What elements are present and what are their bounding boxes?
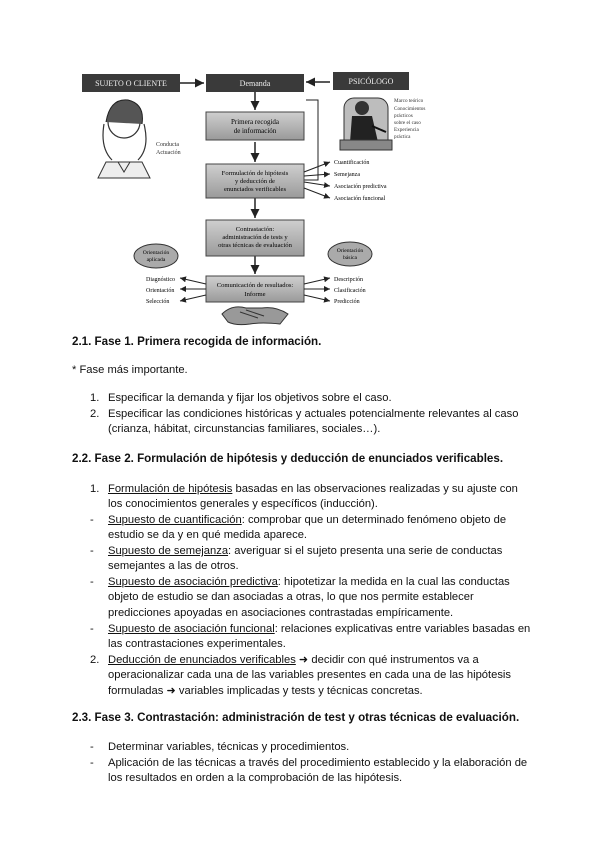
list-text: Aplicación de las técnicas a través del procedimiento establecido y la elaboración de los resultados en orden a la comprobación de las hipótesis.: [108, 757, 528, 785]
section1-heading: 2.1. Fase 1. Primera recogida de información.: [72, 335, 322, 348]
term: Supuesto de semejanza: [108, 545, 229, 557]
left-oval-line1: Orientación: [142, 250, 170, 256]
list-text: Formulación de hipótesis basadas en las observaciones realizadas y su ajuste con los conocimientos generales y específicos (inducción).: [108, 483, 518, 511]
step4-line1: Comunicación de resultados:: [216, 282, 294, 289]
list-text: Supuesto de asociación predictiva: hipotetizar la medida en la cual las conductas objeto de estudio se dan asociadas a otras, lo que nos permite establecer predicciones apoyadas en asociaciones contrastadas empíricamente.: [108, 576, 510, 619]
list-marker: -: [90, 514, 94, 526]
list-text: Especificar la demanda y fijar los objetivos sobre el caso.: [108, 392, 392, 404]
client-illustration: [98, 100, 150, 178]
step2-line2: y deducción de: [235, 178, 275, 185]
section1-note: * Fase más importante.: [72, 364, 188, 376]
applied-orientation-oval: [134, 244, 178, 268]
term: Supuesto de asociación predictiva: [108, 576, 278, 588]
step2-line1: Formulación de hipótesis: [221, 170, 289, 177]
list-marker: 1.: [90, 483, 100, 495]
step3-line1: Contrastación:: [235, 226, 275, 233]
step4-line2: Informe: [244, 291, 266, 298]
handshake-icon: [222, 307, 288, 325]
list-text: Supuesto de asociación funcional: relaciones explicativas entre variables basadas en las contrastaciones experimentales.: [108, 623, 531, 651]
list-text: Supuesto de cuantificación: comprobar que un determinado fenómeno objeto de estudio se da y en qué medida aparece.: [108, 514, 507, 542]
list-marker: 2.: [90, 408, 100, 420]
client-note-1: Conducta: [156, 142, 179, 148]
list-text: Determinar variables, técnicas y procedimientos.: [108, 741, 350, 753]
right-output-1: Descripción: [334, 277, 363, 283]
list-text: Deducción de enunciados verificables ➜ decidir con qué instrumentos va a operacionalizar cada una de las variables presentes en cada una de las hipótesis formuladas ➜ variables implicadas y tests y técnicas concretas.: [108, 654, 512, 697]
list-marker: 2.: [90, 654, 100, 666]
right-output-2: Clasificación: [334, 288, 366, 294]
left-output-1: Diagnóstico: [146, 277, 175, 283]
list-marker: -: [90, 576, 94, 588]
step2-output-4: Asociación funcional: [334, 196, 386, 202]
step1-line1: Primera recogida: [230, 118, 280, 126]
step4-box: [206, 276, 304, 302]
term: Formulación de hipótesis: [108, 483, 233, 495]
left-oval-line2: aplicada: [146, 257, 166, 263]
step2-output-3: Asociación predictiva: [334, 184, 387, 190]
step2-line3: enunciados verificables: [223, 186, 287, 193]
demand-box-label: Demanda: [239, 79, 271, 88]
list-marker: 1.: [90, 392, 100, 404]
list-text: Especificar las condiciones históricas y actuales potencialmente relevantes al caso (crianza, hábitat, circunstancias familiares, sociales…).: [108, 408, 519, 436]
step3-line3: otras técnicas de evaluación: [218, 242, 292, 249]
step1-box: [206, 112, 304, 140]
right-oval-line1: Orientación: [336, 248, 364, 254]
list-marker: -: [90, 741, 94, 753]
psych-note-4: sobre el caso: [394, 120, 421, 126]
left-output-3: Selección: [146, 299, 170, 305]
psychologist-box-label: PSICÓLOGO: [348, 77, 394, 86]
right-output-3: Predicción: [334, 299, 360, 305]
term: Deducción de enunciados verificables: [108, 654, 296, 666]
psychologist-illustration: [340, 98, 392, 150]
diagram-svg: [0, 0, 600, 335]
list-marker: -: [90, 545, 94, 557]
psych-note-3: prácticos: [394, 113, 413, 119]
basic-orientation-oval: [328, 242, 372, 266]
step3-line2: administración de tests y: [222, 234, 288, 241]
psych-note-1: Marco teórico: [394, 98, 424, 104]
list-marker: -: [90, 757, 94, 769]
term: Supuesto de cuantificación: [108, 514, 242, 526]
list-text: Supuesto de semejanza: averiguar si el sujeto presenta una serie de conductas semejantes a las de otros.: [108, 545, 503, 573]
step2-output-2: Semejanza: [334, 172, 360, 178]
psych-note-5: Experiencia: [394, 127, 419, 133]
step2-output-1: Cuantificación: [334, 160, 370, 166]
term: Supuesto de asociación funcional: [108, 623, 275, 635]
right-oval-line2: básica: [343, 255, 357, 261]
client-note-2: Actuación: [156, 150, 181, 156]
step1-line2: de información: [233, 127, 277, 135]
psych-note-2: Conocimientos: [394, 106, 426, 112]
list-marker: -: [90, 623, 94, 635]
psych-note-6: práctica: [394, 134, 411, 140]
client-box-label: SUJETO O CLIENTE: [95, 79, 167, 88]
left-output-2: Orientación: [146, 288, 175, 294]
section2-heading: 2.2. Fase 2. Formulación de hipótesis y deducción de enunciados verificables.: [72, 452, 504, 465]
section3-heading: 2.3. Fase 3. Contrastación: administración de test y otras técnicas de evaluación.: [72, 711, 520, 724]
assessment-process-diagram: [0, 0, 600, 335]
